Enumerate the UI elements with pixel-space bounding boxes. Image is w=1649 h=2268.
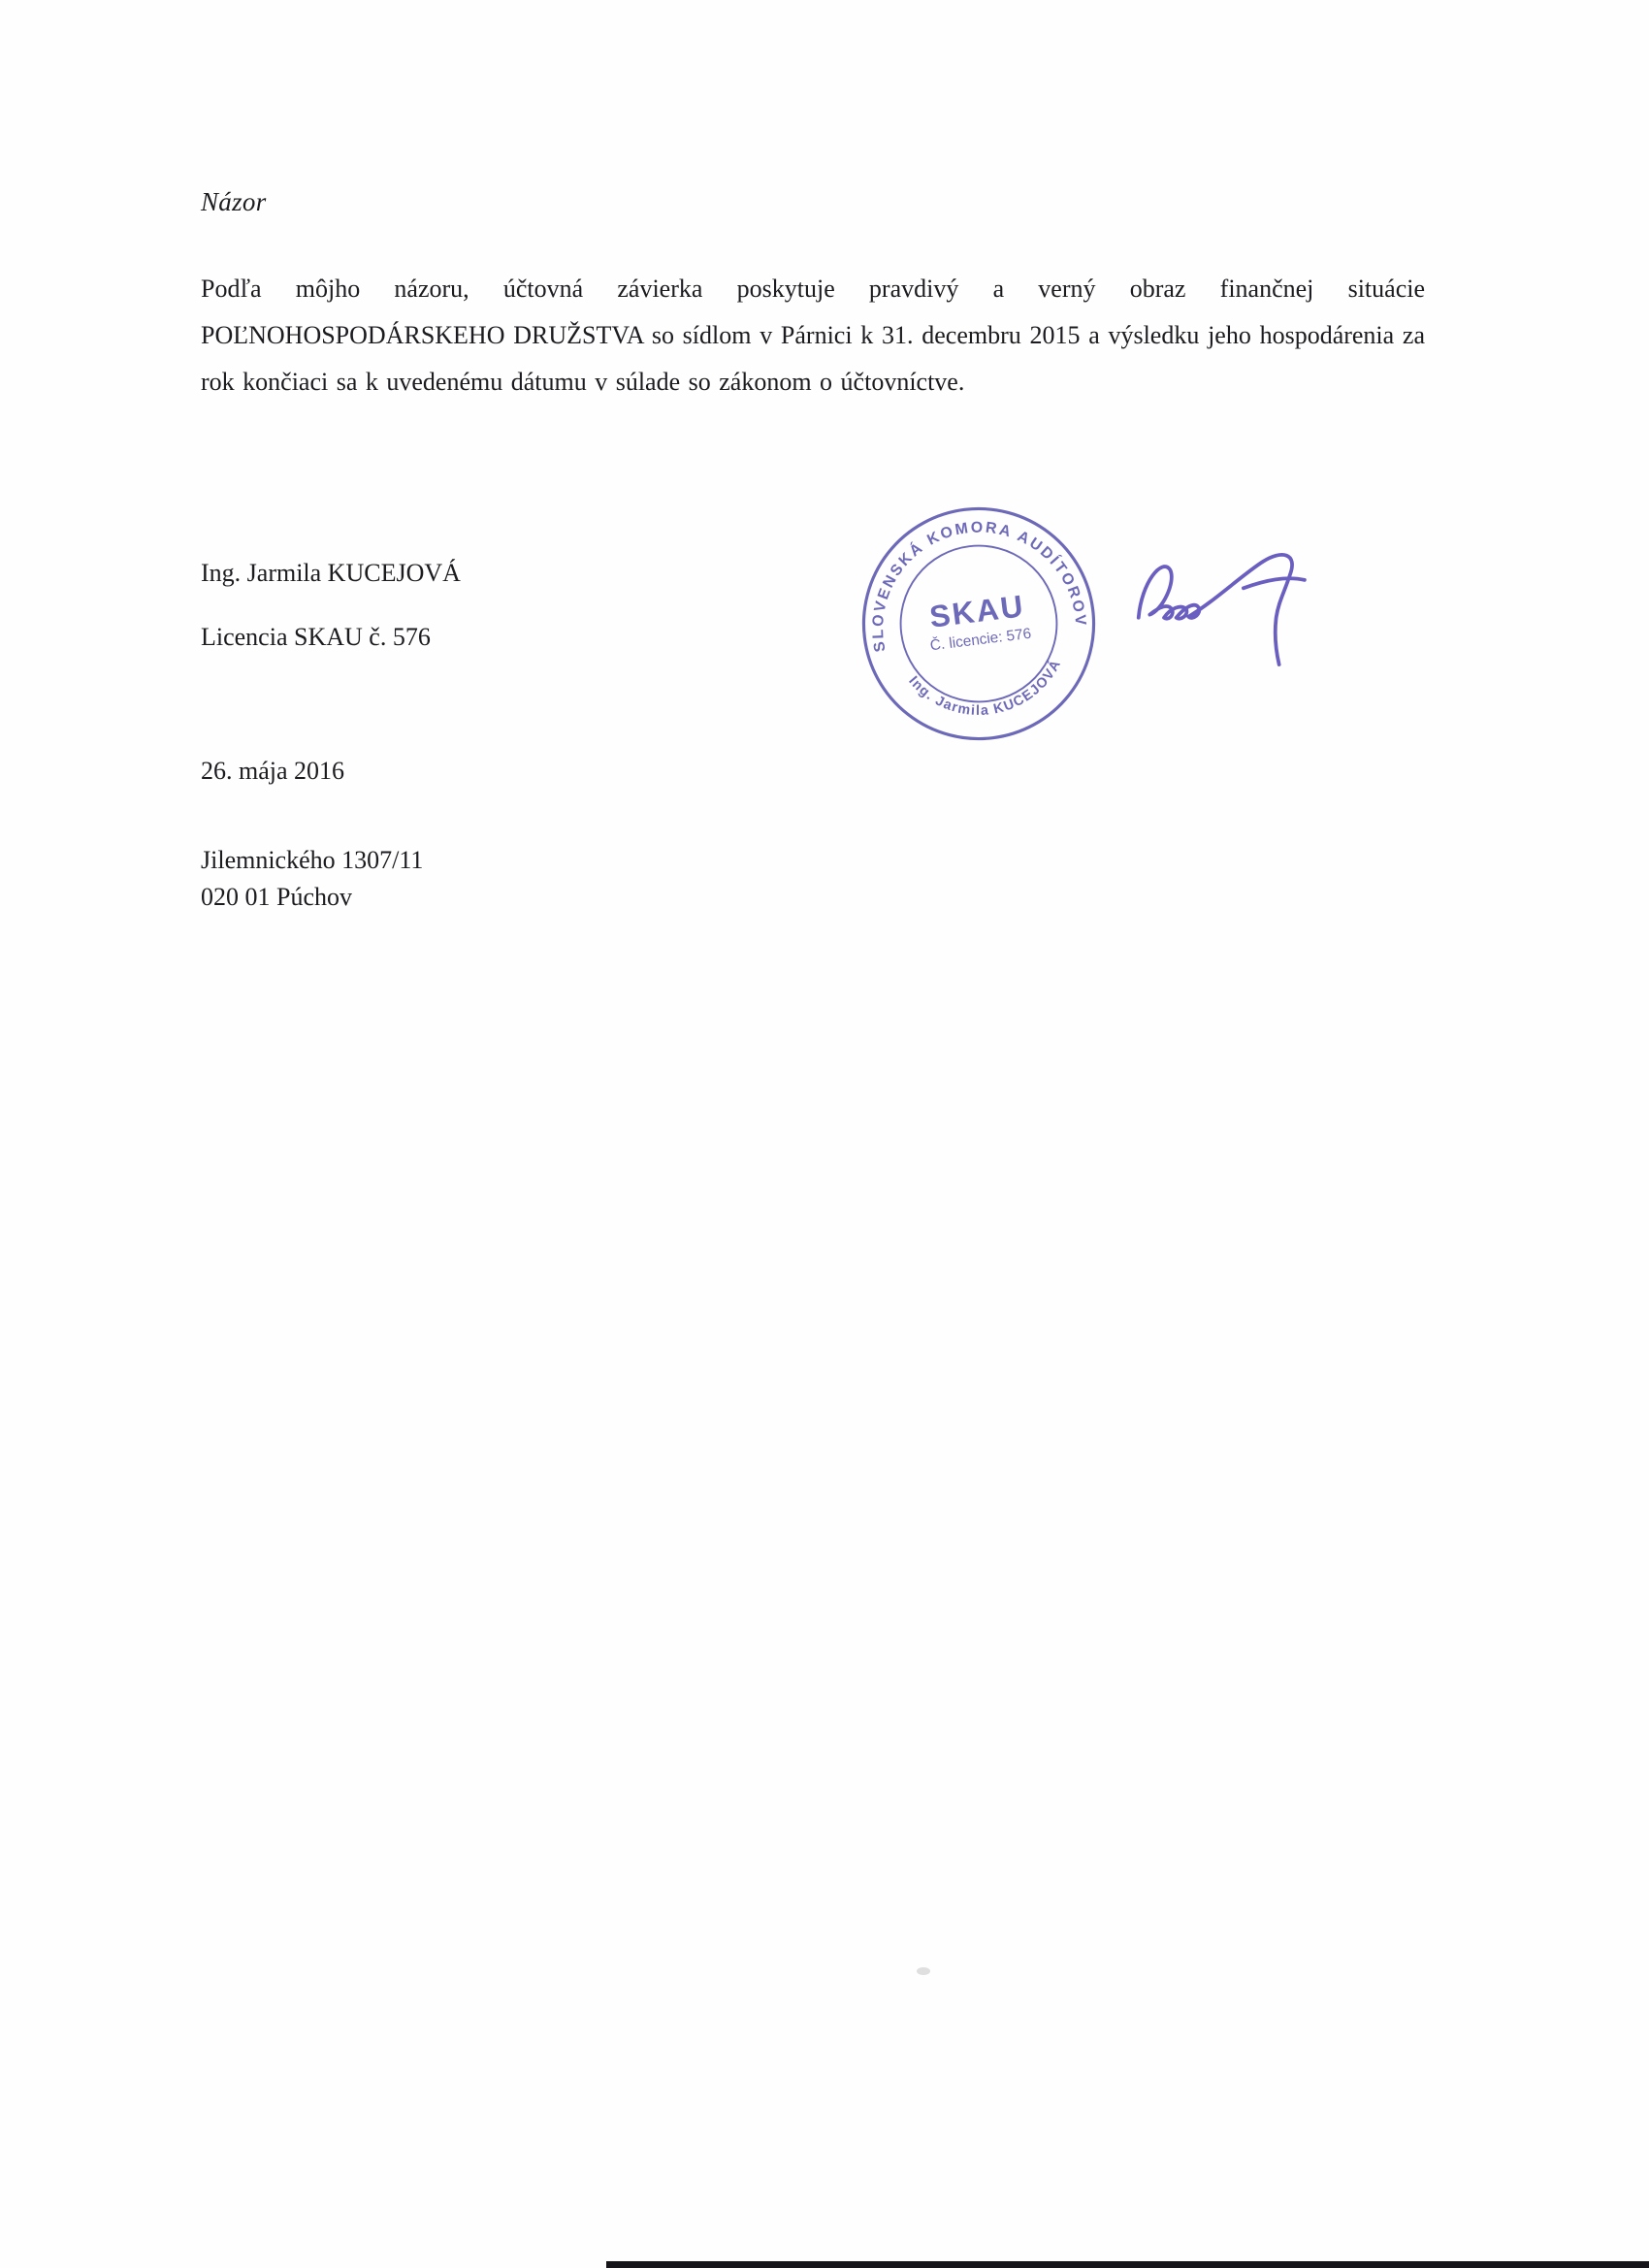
auditor-round-stamp — [841, 486, 1116, 761]
signature-stroke-cross — [1244, 578, 1305, 588]
handwritten-signature — [1123, 520, 1327, 685]
scan-edge-artifact — [606, 2261, 1649, 2268]
opinion-heading: Názor — [201, 187, 267, 216]
signature-stroke-main — [1139, 555, 1292, 664]
letter-body — [201, 0, 1425, 912]
stamp-license-number: Č. licencie: 576 — [928, 625, 1033, 655]
auditor-name: Ing. Jarmila KUCEJOVÁ — [201, 559, 461, 587]
scan-smudge-artifact — [917, 1967, 930, 1975]
address-line-1: Jilemnického 1307/11 — [201, 846, 424, 874]
stamp-bottom-arc-text: Ing. Jarmila KUCEJOVÁ — [905, 657, 1065, 720]
opinion-paragraph: Podľa môjho názoru, účtovná závierka poskytuje pravdivý a verný obraz finančnej situácie POĽNOHOSPODÁRSKEHO DRUŽSTVA so sídlom v Párnici k 31. decembru 2015 a výsledku jeho hospodárenia za rok končiaci sa k uvedenému dátumu v súlade so zákonom o účtovníctve. — [201, 275, 1425, 396]
stamp-graphic — [841, 486, 1116, 761]
signature-graphic — [1123, 520, 1327, 685]
address-line-2: 020 01 Púchov — [201, 883, 352, 911]
stamp-acronym: SKAU — [927, 588, 1027, 634]
date-line: 26. mája 2016 — [201, 757, 345, 785]
license-line: Licencia SKAU č. 576 — [201, 623, 431, 651]
stamp-top-arc-text: SLOVENSKÁ KOMORA AUDÍTOROV — [869, 519, 1089, 654]
